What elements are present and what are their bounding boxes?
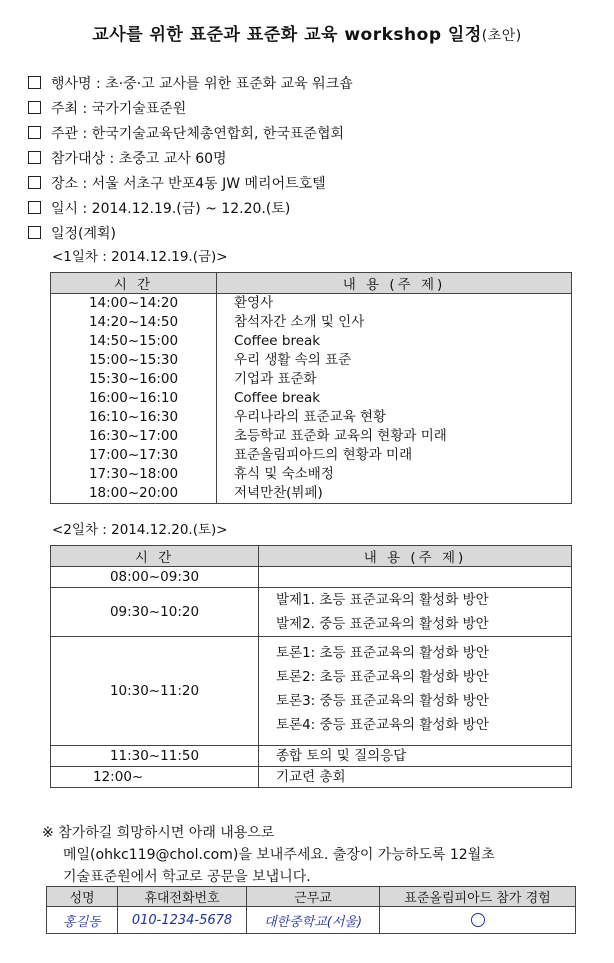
header-time: 시 간	[51, 546, 259, 567]
info-item-organizer: 주관 : 한국기술교육단체총연합회, 한국표준협회	[28, 122, 353, 147]
checkbox-icon	[28, 126, 41, 139]
session-item: 토론4: 중등 표준교육의 활성화 방안	[276, 717, 489, 733]
info-item-venue: 장소 : 서울 서초구 반포4동 JW 메리어트호텔	[28, 172, 353, 197]
checkbox-icon	[28, 76, 41, 89]
header-time: 시 간	[51, 273, 217, 294]
checkbox-icon	[28, 176, 41, 189]
header-phone: 휴대전화번호	[118, 887, 247, 907]
table-row: 10:30~11:20 토론1: 초등 표준교육의 활성화 방안 토론2: 초등 표준교육의 활성화 방안 토론3: 중등 표준교육의 활성화 방안 토론4: 중등 표준교육의 활성화 방안	[51, 637, 572, 746]
session-item: 토론1: 초등 표준교육의 활성화 방안	[276, 645, 489, 661]
checkbox-icon	[28, 226, 41, 239]
note-line-1: ※ 참가하길 희망하시면 아래 내용으로	[42, 825, 275, 841]
title-main: 교사를 위한 표준과 표준화 교육 workshop 일정	[92, 25, 482, 45]
page-title	[0, 20, 614, 45]
example-experience	[380, 907, 576, 934]
day2-schedule-table	[50, 545, 572, 788]
table-header-row	[47, 887, 576, 907]
day1-label: <1일차 : 2014.12.19.(금)>	[52, 249, 228, 265]
table-row: 08:00~09:30	[51, 567, 572, 588]
header-name: 성명	[47, 887, 118, 907]
table-row: 15:30~16:00 기업과 표준화	[51, 370, 572, 389]
circle-mark-icon	[471, 913, 485, 927]
table-row: 12:00~ 기교련 총회	[51, 767, 572, 788]
checkbox-icon	[28, 201, 41, 214]
table-row: 15:00~15:30 우리 생활 속의 표준	[51, 351, 572, 370]
table-header-row	[51, 273, 572, 294]
example-phone: 010-1234-5678	[118, 907, 247, 934]
info-item-host: 주최 : 국가기술표준원	[28, 97, 353, 122]
table-row: 16:00~16:10 Coffee break	[51, 389, 572, 408]
table-row: 11:30~11:50 종합 토의 및 질의응답	[51, 746, 572, 767]
note-line-2: 메일(ohkc119@chol.com)을 보내주세요. 출장이 가능하도록 12월초	[63, 847, 495, 863]
session-item: 발제2. 중등 표준교육의 활성화 방안	[276, 616, 489, 632]
session-item: 토론3: 중등 표준교육의 활성화 방안	[276, 693, 489, 709]
info-item-date: 일시 : 2014.12.19.(금) ~ 12.20.(토)	[28, 197, 353, 222]
registration-note	[42, 822, 495, 888]
day1-schedule-table	[50, 272, 572, 504]
table-row: 16:30~17:00 초등학교 표준화 교육의 현황과 미래	[51, 427, 572, 446]
table-row: 09:30~10:20 발제1. 초등 표준교육의 활성화 방안 발제2. 중등 표준교육의 활성화 방안	[51, 588, 572, 637]
event-info-list	[28, 72, 353, 247]
example-name: 홍길동	[47, 907, 118, 934]
header-content: 내 용 (주 제)	[217, 273, 572, 294]
table-row: 14:20~14:50 참석자간 소개 및 인사	[51, 313, 572, 332]
table-header-row	[51, 546, 572, 567]
info-item-participants: 참가대상 : 초중고 교사 60명	[28, 147, 353, 172]
day2-label: <2일차 : 2014.12.20.(토)>	[52, 522, 228, 538]
checkbox-icon	[28, 151, 41, 164]
header-olympiad-experience: 표준올림피아드 참가 경험	[380, 887, 576, 907]
table-row: 18:00~20:00 저녁만찬(뷔페)	[51, 484, 572, 504]
note-line-3: 기술표준원에서 학교로 공문을 보냅니다.	[63, 869, 311, 885]
table-row: 16:10~16:30 우리나라의 표준교육 현황	[51, 408, 572, 427]
registration-form-table	[46, 886, 576, 934]
table-row: 14:00~14:20 환영사	[51, 294, 572, 314]
table-row: 17:30~18:00 휴식 및 숙소배정	[51, 465, 572, 484]
session-item: 발제1. 초등 표준교육의 활성화 방안	[276, 592, 489, 608]
session-item: 토론2: 초등 표준교육의 활성화 방안	[276, 669, 489, 685]
info-item-schedule: 일정(계획)	[28, 222, 353, 247]
table-row: 17:00~17:30 표준올림피아드의 현황과 미래	[51, 446, 572, 465]
header-school: 근무교	[247, 887, 380, 907]
table-row	[47, 907, 576, 934]
info-item-event-name: 행사명 : 초·중·고 교사를 위한 표준화 교육 워크숍	[28, 72, 353, 97]
checkbox-icon	[28, 101, 41, 114]
table-row: 14:50~15:00 Coffee break	[51, 332, 572, 351]
title-sub: (초안)	[481, 28, 522, 44]
header-content: 내 용 (주 제)	[259, 546, 572, 567]
example-school: 대한중학교(서울)	[247, 907, 380, 934]
